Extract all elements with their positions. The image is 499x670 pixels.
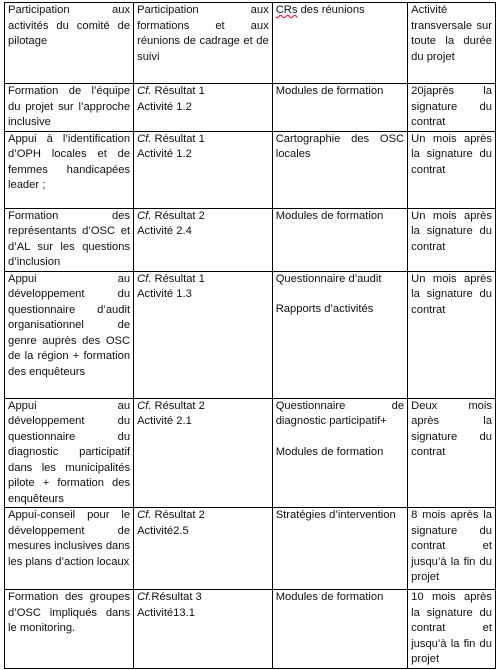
activity-reference: Activité2.5 bbox=[137, 524, 189, 537]
cr-document-secondary: Modules de formation bbox=[275, 445, 384, 458]
table-row bbox=[5, 84, 496, 132]
table-row bbox=[5, 131, 496, 208]
header-participation-formations: Participation aux formations et aux réunions de cadrage et de suivi bbox=[134, 3, 273, 84]
timing-cell: 8 mois après la signature du contrat et jusqu’à la fin du projet bbox=[408, 508, 496, 590]
activity-reference: Activité 2.4 bbox=[137, 225, 192, 237]
timing-cell: Deux mois après la signature du contrat bbox=[408, 398, 496, 508]
cf-abbreviation: Cf. bbox=[137, 509, 152, 521]
table-row bbox=[5, 271, 496, 398]
cr-cell bbox=[272, 508, 407, 590]
timing-cell: 20japrès la signature du contrat bbox=[408, 84, 496, 132]
timing-cell: Un mois après la signature du contrat bbox=[408, 131, 496, 208]
cf-abbreviation: Cf. bbox=[137, 272, 152, 285]
activity-reference: Activité 2.1 bbox=[137, 415, 192, 427]
cf-abbreviation: Cf. bbox=[137, 209, 152, 222]
reference-cell bbox=[134, 508, 273, 590]
cr-cell bbox=[272, 131, 407, 208]
reference-cell bbox=[134, 271, 273, 398]
result-reference bbox=[137, 399, 269, 415]
activity-cell: Appui à l’identification d’OPH locales et de femmes handicapées leader ; bbox=[5, 131, 134, 208]
cr-document: Questionnaire d’audit bbox=[275, 272, 382, 285]
result-label: Résultat 2 bbox=[151, 509, 205, 521]
activity-reference: Activité 1.3 bbox=[137, 288, 192, 300]
activity-cell: Formation des groupes d’OSC impliqués dans le monitoring. bbox=[5, 590, 134, 669]
cr-cell bbox=[272, 84, 407, 132]
cf-abbreviation: Cf. bbox=[137, 132, 152, 145]
result-label: Résultat 2 bbox=[151, 209, 205, 222]
header-activite-transversale: Activité transversale sur toute la durée du projet bbox=[408, 3, 496, 84]
result-reference bbox=[137, 209, 269, 225]
activity-cell: Formation des représentants d’OSC et d’AL sur les questions d’inclusion bbox=[5, 208, 134, 271]
result-reference bbox=[137, 508, 269, 524]
cr-document-secondary: Rapports d’activités bbox=[275, 303, 374, 315]
activity-reference: Activité 1.2 bbox=[137, 148, 192, 160]
cr-document: Cartographie des OSC locales bbox=[275, 132, 405, 160]
header-crs-rest: des réunions bbox=[297, 4, 365, 16]
cf-abbreviation: Cf. bbox=[137, 591, 152, 603]
activity-reference: Activité13.1 bbox=[137, 606, 195, 619]
cr-document: Questionnaire de diagnostic participatif+ bbox=[275, 399, 405, 427]
reference-cell bbox=[134, 590, 273, 669]
cr-document: Stratégies d’intervention bbox=[275, 509, 396, 521]
activity-reference: Activité 1.2 bbox=[137, 100, 192, 113]
cr-cell bbox=[272, 398, 407, 508]
result-label: Résultat 1 bbox=[151, 132, 205, 145]
cr-document: Modules de formation bbox=[275, 591, 384, 603]
reference-cell bbox=[134, 84, 273, 132]
result-label: Résultat 1 bbox=[151, 272, 205, 285]
activity-cell: Appui-conseil pour le développement de mesures inclusives dans les plans d’action locaux bbox=[5, 508, 134, 590]
header-crs-word: CRs bbox=[275, 4, 298, 16]
activity-cell: Appui au développement du questionnaire du diagnostic participatif dans les municipalités pilote + formation des enquêteurs bbox=[5, 398, 134, 508]
activity-cell: Formation de l’équipe du projet sur l’approche inclusive bbox=[5, 84, 134, 132]
reference-cell bbox=[134, 131, 273, 208]
header-crs-reunions bbox=[272, 3, 407, 84]
result-label: Résultat 3 bbox=[151, 591, 202, 603]
activity-cell: Appui au développement du questionnaire d’audit organisationnel de genre auprès des OSC de la région + formation des enquêteurs bbox=[5, 271, 134, 398]
cf-abbreviation: Cf. bbox=[137, 85, 152, 97]
result-label: Résultat 2 bbox=[151, 399, 205, 412]
table-row bbox=[5, 208, 496, 271]
cr-cell bbox=[272, 590, 407, 669]
result-reference bbox=[137, 84, 269, 100]
reference-cell bbox=[134, 208, 273, 271]
activities-table bbox=[4, 2, 496, 669]
result-reference bbox=[137, 132, 269, 148]
header-participation-comite: Participation aux activités du comité de pilotage bbox=[5, 3, 134, 84]
timing-cell: 10 mois après la signature du contrat et jusqu’à la fin du projet bbox=[408, 590, 496, 669]
result-reference bbox=[137, 272, 269, 288]
timing-cell: Un mois après la signature du contrat bbox=[408, 271, 496, 398]
table-header-row bbox=[5, 3, 496, 84]
reference-cell bbox=[134, 398, 273, 508]
cr-document: Modules de formation bbox=[275, 85, 384, 97]
table-row bbox=[5, 508, 496, 590]
table-row bbox=[5, 398, 496, 508]
result-reference bbox=[137, 590, 269, 606]
timing-cell: Un mois après la signature du contrat bbox=[408, 208, 496, 271]
cr-cell bbox=[272, 271, 407, 398]
result-label: Résultat 1 bbox=[151, 85, 205, 97]
cf-abbreviation: Cf. bbox=[137, 399, 152, 412]
cr-cell bbox=[272, 208, 407, 271]
cr-document: Modules de formation bbox=[275, 209, 384, 222]
table-row bbox=[5, 590, 496, 669]
table-body bbox=[5, 84, 496, 669]
